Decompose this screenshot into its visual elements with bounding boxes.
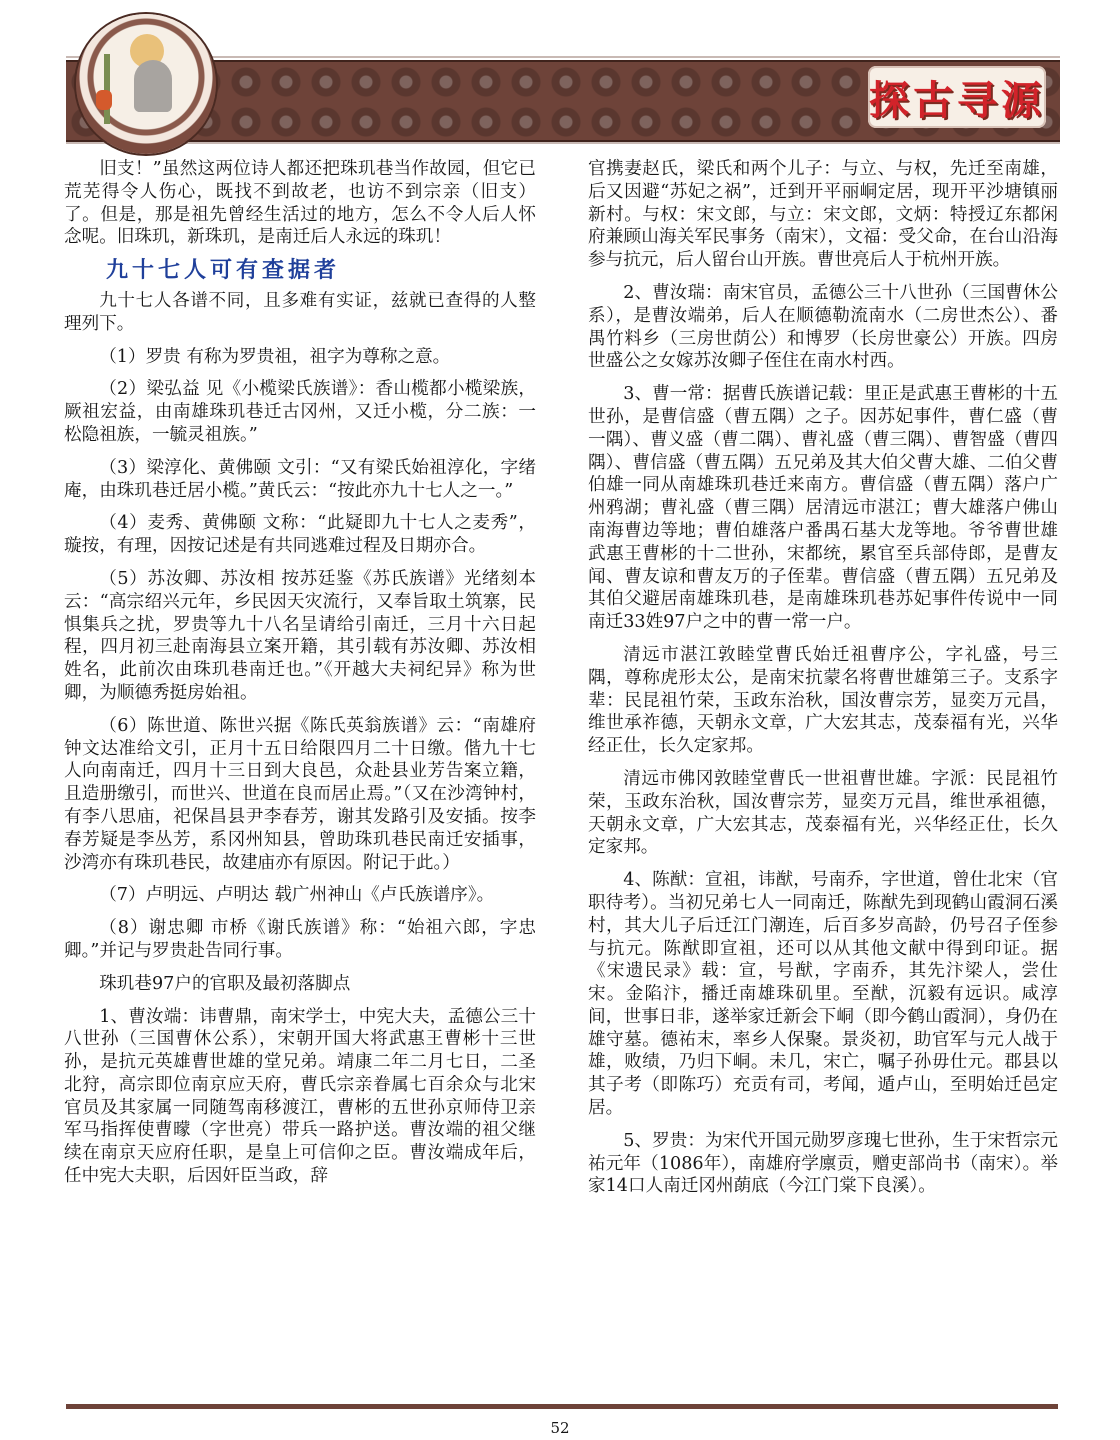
paragraph: （5）苏汝卿、苏汝相 按苏廷鉴《苏氏族谱》光绪刻本云：“高宗绍兴元年，乡民因天灾流行，又奉旨取土筑寨，民惧集兵之扰，罗贵等九十八名呈请给引南迁，三月十六日起程，四月初三赴南海县立案开籍，其引载有苏汝卿、苏汝相姓名，此前次由珠玑巷南迁也。”《开越大夫祠纪异》称为世卿，为顺德秀挺房始祖。 [64, 568, 536, 703]
paragraph: （1）罗贵 有称为罗贵祖，祖字为尊称之意。 [99, 346, 451, 367]
paragraph: 4、陈猷：宣祖，讳猷，号南乔，字世道，曾仕北宋（官职待考）。当初兄弟七人一同南迁，陈猷先到现鹤山霞洞石溪村，其大儿子后迁江门潮连，后百多岁高龄，仍号召子侄参与抗元。陈猷即宣祖，还可以从其他文献中得到印证。据《宋遗民录》载：宣，号猷，字南乔，其先汴梁人，尝仕宋。金陷汴，播迁南雄珠矶里。至猷，沉毅有远识。咸淳间，世事日非，遂举家迁新会下峒（即今鹤山霞洞），身仍在雄守墓。德祐末，率乡人保聚。景炎初，助官军与元人战于雄，败绩，乃归下峒。未几，宋亡，嘱子孙毋仕元。郡县以其子考（即陈巧）充贡有司，考闻，遁卢山，至明始迁邑定居。 [588, 870, 1058, 1119]
banner-bottom-rule [66, 142, 1060, 144]
section-title-plaque [868, 66, 1046, 128]
paragraph: 清远市湛江敦睦堂曹氏始迁祖曹序公，字礼盛，号三隅，尊称虎形太公，是南宋抗蒙名将曹世雄第三子。支系字辈：民昆祖竹荣，玉政东治秋，国汝曹宗芳，显奕万元昌，维世承祚德，天朝永文章，广大宏其志，茂泰福有光，兴华经正仕，长久定家邦。 [588, 644, 1058, 757]
paragraph: 清远市佛冈敦睦堂曹氏一世祖曹世雄。字派：民昆祖竹荣，玉政东治秋，国汝曹宗芳，显奕万元昌，维世承祖德，天朝永文章，广大宏其志，茂泰福有光，兴华经正仕，长久定家邦。 [588, 768, 1058, 858]
paragraph: （6）陈世道、陈世兴据《陈氏英翁族谱》云：“南雄府钟文达准给文引，正月十五日给限四月二十日缴。偕九十七人向南南迁，四月十三日到大良邑，众赴县业芳告案立籍，且造册缴引，而世兴、世道在良而居止焉。”（又在沙湾钟村，有李八思庙，祀保昌县尹李春芳，谢其发路引及安插。按李春芳疑是李丛芳，系冈州知县，曾助珠玑巷民南迁安插事，沙湾亦有珠玑巷民，故建庙亦有原因。附记于此。） [64, 715, 536, 873]
subsection-heading: 九十七人可有查据者 [106, 257, 341, 284]
banner-top-rule [66, 56, 1060, 58]
figure-icon [134, 60, 172, 112]
page-number: 52 [550, 1419, 570, 1437]
paragraph: 3、曹一常：据曹氏族谱记载：里正是武惠王曹彬的十五世孙，是曹信盛（曹五隅）之子。因苏妃事件，曹仁盛（曹一隅）、曹义盛（曹二隅）、曹礼盛（曹三隅）、曹智盛（曹四隅）、曹信盛（曹五隅）五兄弟及其大伯父曹大雄、二伯父曹伯雄一同从南雄珠玑巷迁来南方。曹信盛（曹五隅）落户广州鸦湖；曹礼盛（曹三隅）居清远市湛江；曹大雄落户佛山南海曹边等地；曹伯雄落户番禺石基大龙等地。爷爷曹世雄武惠王曹彬的十二世孙，宋都统，累官至兵部侍郎，是曹友闻、曹友谅和曹友万的子侄辈。曹信盛（曹五隅）五兄弟及其伯父避居南雄珠玑巷，是南雄珠玑巷苏妃事件传说中一同南迁33姓97户之中的曹一常一户。 [588, 384, 1058, 633]
paragraph: 2、曹汝瑞：南宋官员，孟德公三十八世孙（三国曹休公系），是曹汝端弟，后人在顺德勒流南水（二房世杰公）、番禺竹料乡（三房世荫公）和博罗（长房世豪公）开族。四房世盛公之女嫁苏汝卿子侄住在南水村西。 [588, 282, 1058, 372]
footer-rule [66, 1404, 1058, 1409]
paragraph: （4）麦秀、黄佛颐 文称：“此疑即九十七人之麦秀”，璇按，有理，因按记述是有共同逃难过程及日期亦合。 [64, 513, 536, 557]
paragraph: （3）梁淳化、黄佛颐 文引：“又有梁氏始祖淳化，字绪庵，由珠玑巷迁居小榄。”黄氏云：“按此亦九十七人之一。” [64, 457, 536, 501]
right-column [588, 158, 1058, 1208]
left-column [64, 158, 536, 1198]
paragraph: 5、罗贵：为宋代开国元勋罗彦瑰七世孙，生于宋哲宗元祐元年（1086年），南雄府学廪贡，赠吏部尚书（南宋）。举家14口人南迁冈州蓢底（今江门棠下良溪）。 [588, 1130, 1058, 1197]
paragraph: （2）梁弘益 见《小榄梁氏族谱》：香山榄都小榄梁族，厥祖宏益，由南雄珠玑巷迁古冈州，又迁小榄，分二族：一松隐祖族，一毓灵祖族。” [64, 379, 536, 445]
paragraph: 官携妻赵氏，梁氏和两个儿子：与立、与权，先迁至南雄，后又因避“苏妃之祸”，迁到开平丽峒定居，现开平沙塘镇丽新村。与权：宋文郎，与立：宋文郎，文炳：特授辽东都闲府兼顾山海关军民事务（南宋），文福：受父命，在台山沿海参与抗元，后人留台山开族。曹世亮后人于杭州开族。 [588, 159, 1058, 271]
paragraph: 旧支！”虽然这两位诗人都还把珠玑巷当作故园，但它已荒芜得令人伤心，既找不到故老，也访不到宗亲（旧支）了。但是，那是祖先曾经生活过的地方，怎么不令人后人怀念呢。旧珠玑，新珠玑，是南迁后人永远的珠玑！ [64, 159, 536, 248]
lantern-icon [96, 90, 112, 110]
paragraph: （7）卢明远、卢明达 载广州神山《卢氏族谱序》。 [99, 885, 495, 906]
section-title: 探古寻源 [869, 76, 1045, 124]
bamboo-icon [104, 54, 110, 124]
paragraph: （8）谢忠卿 市桥《谢氏族谱》称：“始祖六郎，字忠卿。”并记与罗贵赴告同行事。 [64, 918, 536, 961]
paragraph: 九十七人各谱不同，且多难有实证，兹就已查得的人整理列下。 [64, 290, 536, 334]
header-medallion-illustration [76, 14, 216, 154]
paragraph: 珠玑巷97户的官职及最初落脚点 [99, 973, 351, 994]
paragraph: 1、曹汝端：讳曹鼎，南宋学士，中宪大夫，孟德公三十八世孙（三国曹休公系），宋朝开国大将武惠王曹彬十三世孙，是抗元英雄曹世雄的堂兄弟。靖康二年二月七日，二圣北狩，高宗即位南京应天府，曹氏宗亲眷属七百余众与北宋官员及其家属一同随驾南移渡江，曹彬的五世孙京师侍卫亲军马指挥使曹曚（字世亮）带兵一路护送。曹汝端的祖父继续在南京天应府任职，是皇上可信仰之臣。曹汝端成年后，任中宪大夫职，后因奸臣当政，辞 [64, 1006, 536, 1187]
